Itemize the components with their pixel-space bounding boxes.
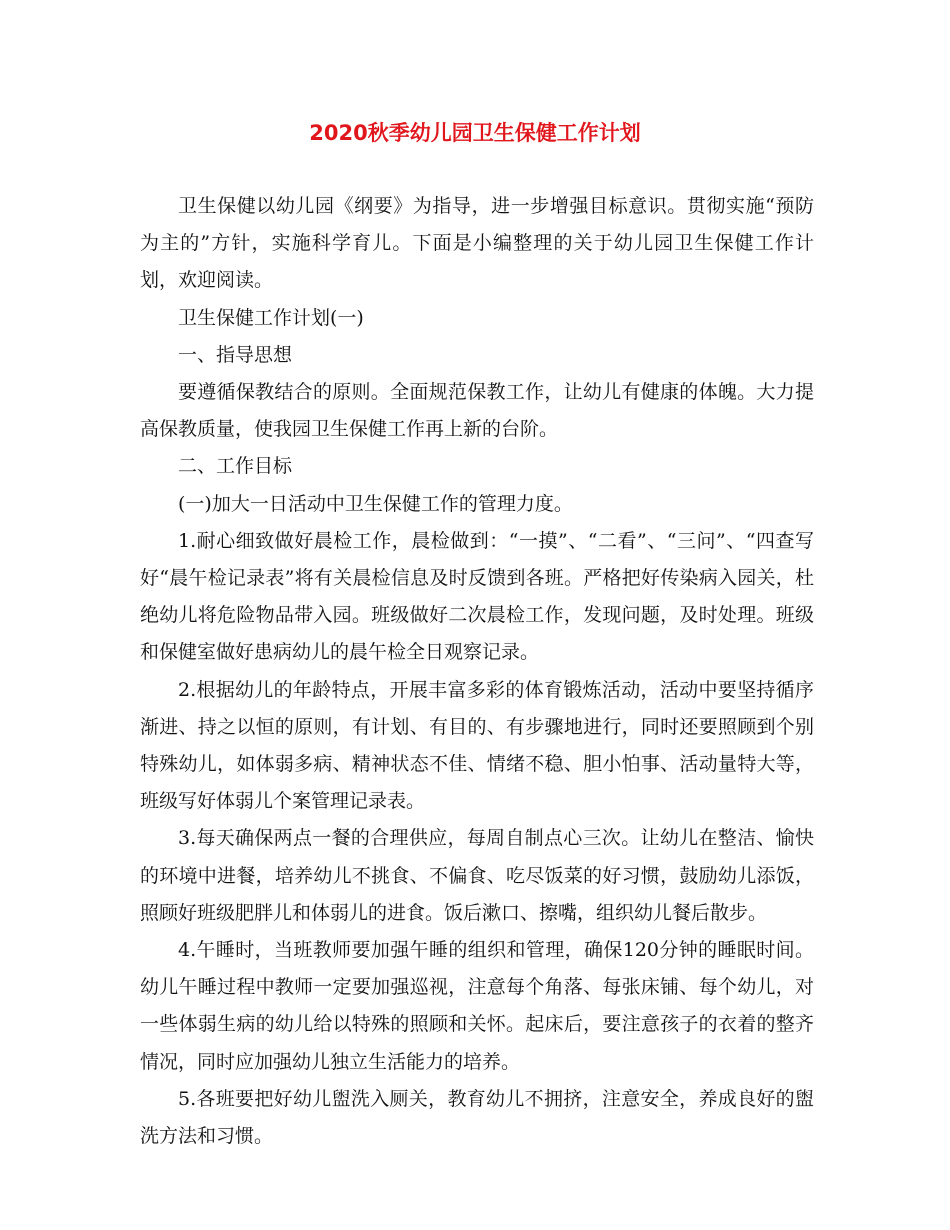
document-body [140, 188, 814, 1155]
paragraph-item-4: 4.午睡时，当班教师要加强午睡的组织和管理，确保120分钟的睡眠时间。幼儿午睡过程中教师一定要加强巡视，注意每个角落、每张床铺、每个幼儿，对一些体弱生病的幼儿给以特殊的照顾和关怀。起床后，要注意孩子的衣着的整齐情况，同时应加强幼儿独立生活能力的培养。 [140, 939, 814, 1073]
section-heading-guiding-thought: 一、指导思想 [178, 343, 293, 366]
paragraph-guiding-thought: 要遵循保教结合的原则。全面规范保教工作，让幼儿有健康的体魄。大力提高保教质量，使我园卫生保健工作再上新的台阶。 [140, 381, 814, 441]
paragraph-intro: 卫生保健以幼儿园《纲要》为指导，进一步增强目标意识。贯彻实施“预防为主的”方针，实施科学育儿。下面是小编整理的关于幼儿园卫生保健工作计划，欢迎阅读。 [140, 195, 814, 292]
subsection-heading-management: (一)加大一日活动中卫生保健工作的管理力度。 [178, 492, 573, 515]
document-title: 2020秋季幼儿园卫生保健工作计划 [309, 121, 641, 145]
paragraph-item-2: 2.根据幼儿的年龄特点，开展丰富多彩的体育锻炼活动，活动中要坚持循序渐进、持之以恒的原则，有计划、有目的、有步骤地进行，同时还要照顾到个别特殊幼儿，如体弱多病、精神状态不佳、情绪不稳、胆小怕事、活动量特大等，班级写好体弱儿个案管理记录表。 [140, 678, 814, 813]
paragraph-item-1: 1.耐心细致做好晨检工作，晨检做到：“一摸”、“二看”、“三问”、“四查写好“晨午检记录表”将有关晨检信息及时反馈到各班。严格把好传染病入园关，杜绝幼儿将危险物品带入园。班级做好二次晨检工作，发现问题，及时处理。班级和保健室做好患病幼儿的晨午检全日观察记录。 [140, 529, 814, 664]
paragraph-item-3: 3.每天确保两点一餐的合理供应，每周自制点心三次。让幼儿在整洁、愉快的环境中进餐，培养幼儿不挑食、不偏食、吃尽饭菜的好习惯，鼓励幼儿添饭，照顾好班级肥胖儿和体弱儿的进食。饭后漱口、擦嘴，组织幼儿餐后散步。 [140, 827, 814, 924]
paragraph-item-5: 5.各班要把好幼儿盥洗入厕关，教育幼儿不拥挤，注意安全，养成良好的盥洗方法和习惯。 [140, 1087, 814, 1148]
section-heading-plan-1: 卫生保健工作计划(一) [178, 306, 364, 329]
section-heading-work-goals: 二、工作目标 [178, 455, 293, 478]
